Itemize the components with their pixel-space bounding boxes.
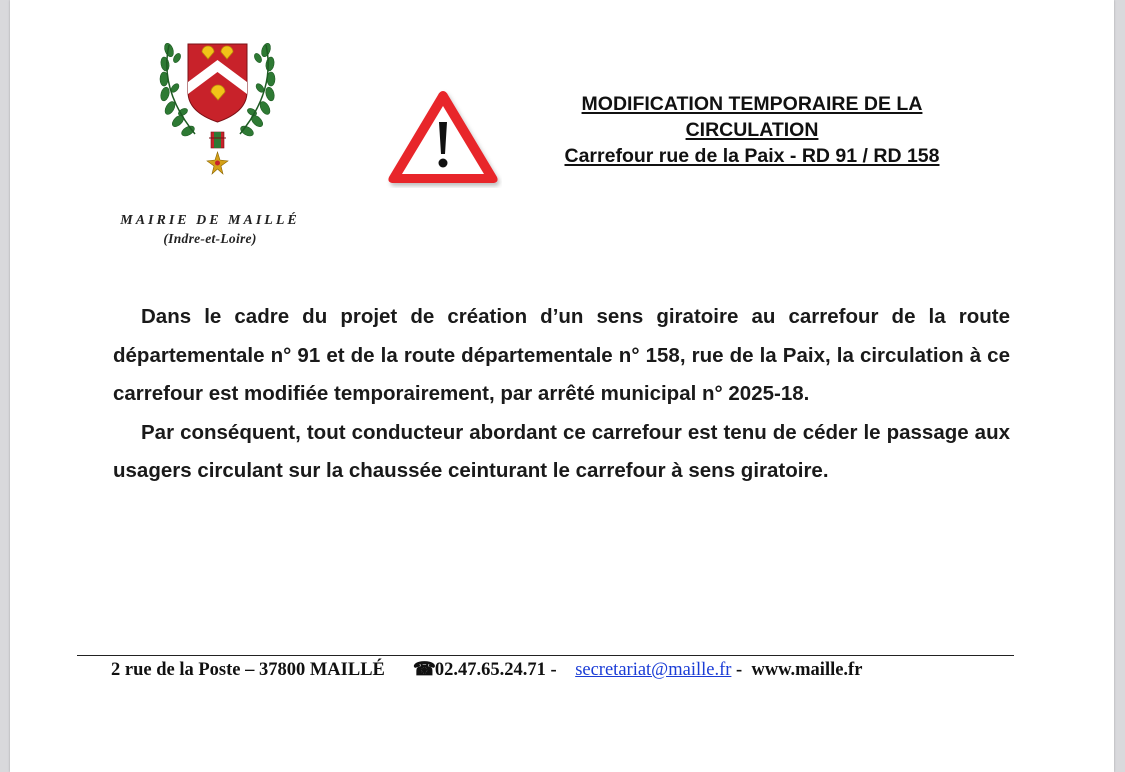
title-line-1: MODIFICATION TEMPORAIRE DE LA [581,93,923,115]
body-paragraph-1: Dans le cadre du projet de création d’un sens giratoire au carrefour de la route départementale n° 91 et de la route départementale n° 158, rue de la Paix, la circulation à ce carrefour est modifiée temporairement, par arrêté municipal n° 2025-18. [113,305,1010,405]
mairie-department: (Indre-et-Loire) [163,231,257,246]
coat-of-arms-icon [155,30,280,185]
footer-address: 2 rue de la Poste – 37800 MAILLÉ [111,660,385,680]
body-paragraph-2: Par conséquent, tout conducteur abordant ce carrefour est tenu de céder le passage aux usagers circulant sur la chaussée ceinturant le carrefour à sens giratoire. [113,420,1010,482]
notice-body [113,298,1010,491]
footer-separator: - [736,660,743,680]
footer-email-link[interactable]: secretariat@maille.fr [575,660,732,680]
footer-contact [111,659,1011,681]
notice-title [510,91,994,169]
title-line-2: CIRCULATION [685,119,819,141]
footer-divider [77,655,1014,656]
mairie-name: MAIRIE DE MAILLÉ [120,213,300,228]
document-page [10,0,1114,772]
footer-phone: 02.47.65.24.71 - [434,660,557,680]
warning-triangle-icon [384,86,502,188]
footer-website[interactable]: www.maille.fr [751,660,863,680]
telephone-icon: ☎ [412,660,436,680]
title-line-3: Carrefour rue de la Paix - RD 91 / RD 158 [564,145,940,167]
mairie-header [105,212,315,248]
